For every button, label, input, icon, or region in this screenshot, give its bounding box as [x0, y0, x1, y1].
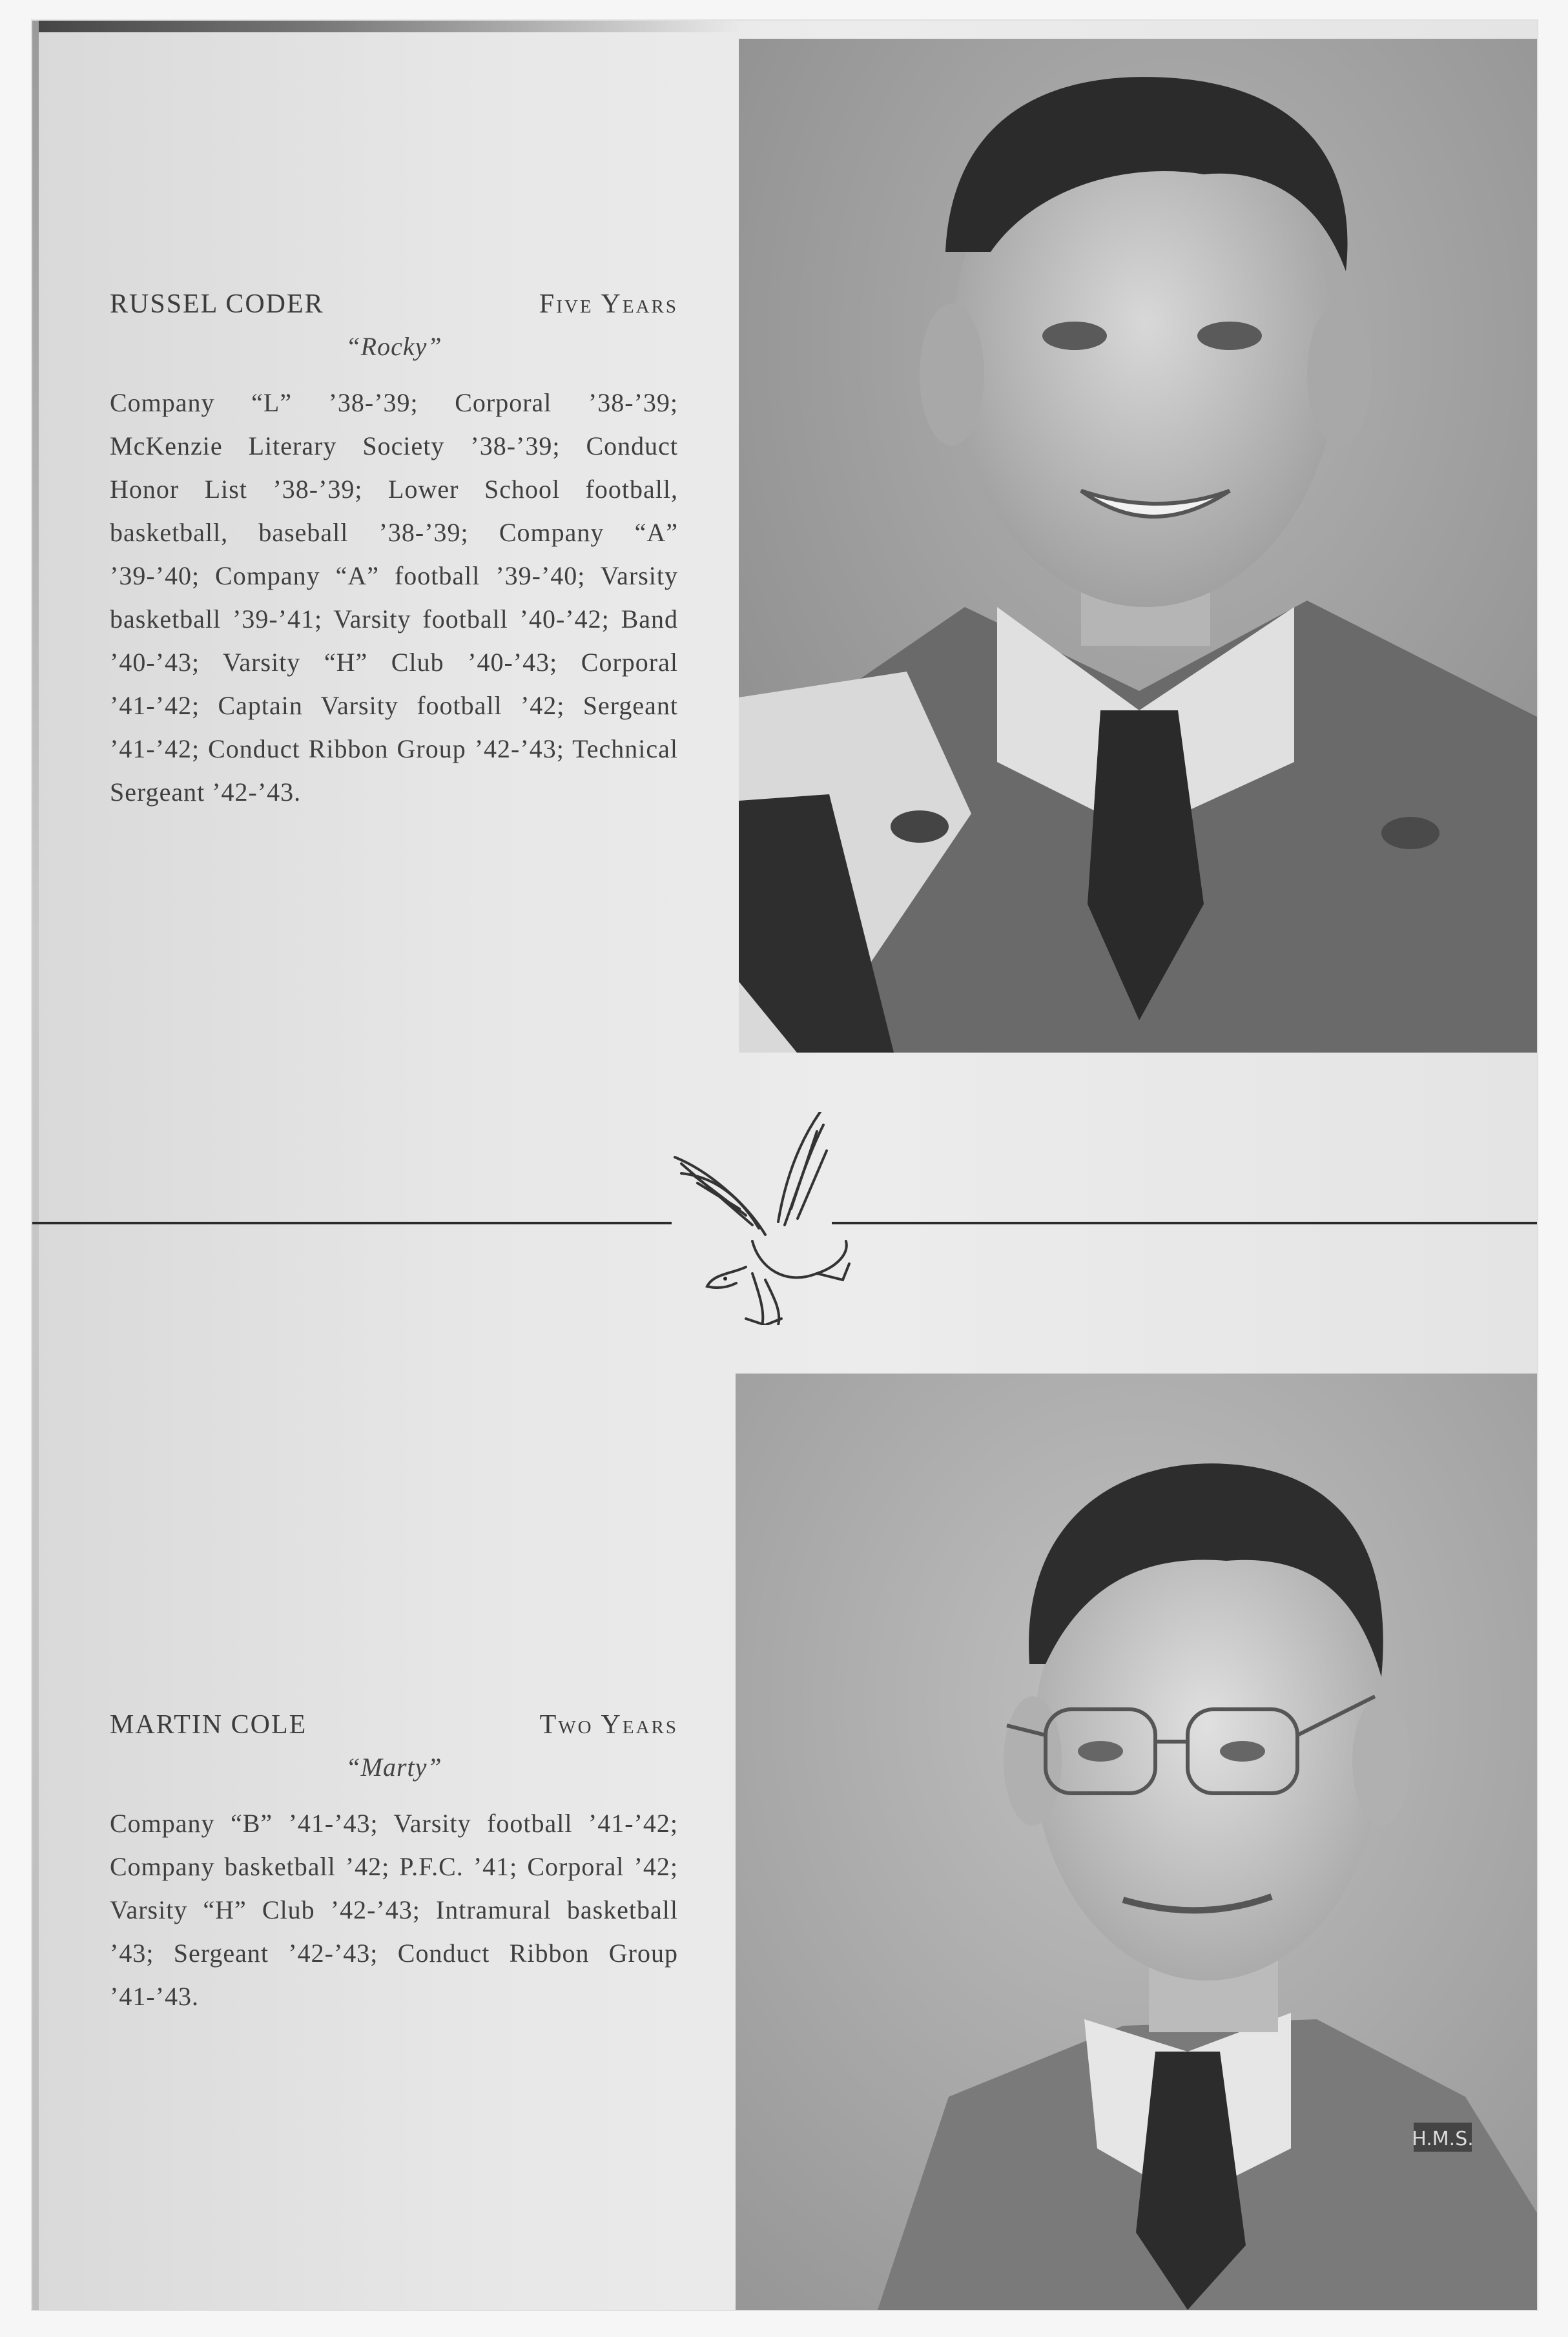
bio-block-bottom — [110, 1709, 678, 2018]
years-attended: Five Years — [539, 289, 678, 319]
bio-header — [110, 289, 678, 320]
divider-rule-right — [832, 1222, 1537, 1224]
divider-rule-left — [32, 1222, 672, 1224]
bio-header — [110, 1709, 678, 1740]
portrait-photo-icon — [739, 39, 1537, 1053]
eagle-icon — [668, 1112, 856, 1325]
activities-text: Company “B” ’41-’43; Varsity football ’41-’42; Company basketball ’42; P.F.C. ’41; Corporal ’42; Varsity “H” Club ’42-’43; Intramural basketball ’43; Sergeant ’42-’43; Conduct Ribbon Group ’41-’43. — [110, 1809, 678, 2011]
yearbook-page — [32, 21, 1537, 2310]
student-nickname: “Marty” — [346, 1753, 442, 1782]
page-edge-left — [32, 21, 39, 2310]
portrait-photo-icon — [736, 1374, 1537, 2310]
student-nickname: “Rocky” — [346, 332, 442, 361]
portrait-photo-top — [739, 39, 1537, 1053]
bio-block-top — [110, 289, 678, 814]
student-name: RUSSEL CODER — [110, 289, 324, 319]
page-edge-top — [32, 21, 743, 32]
collar-insignia-text: H.M.S. — [1412, 2128, 1474, 2150]
portrait-photo-bottom — [736, 1374, 1537, 2310]
student-name: MARTIN COLE — [110, 1710, 307, 1740]
activities-text: Company “L” ’38-’39; Corporal ’38-’39; McKenzie Literary Society ’38-’39; Conduct Honor List ’38-’39; Lower School football, basketball, baseball ’38-’39; Company “A” ’39-’40; Company “A” football ’39-’40; Varsity basketball ’39-’41; Varsity football ’40-’42; Band ’40-’43; Varsity “H” Club ’40-’43; Corporal ’41-’42; Captain Varsity football ’42; Sergeant ’41-’42; Conduct Ribbon Group ’42-’43; Technical Sergeant ’42-’43. — [110, 388, 678, 807]
years-attended: Two Years — [539, 1710, 678, 1740]
